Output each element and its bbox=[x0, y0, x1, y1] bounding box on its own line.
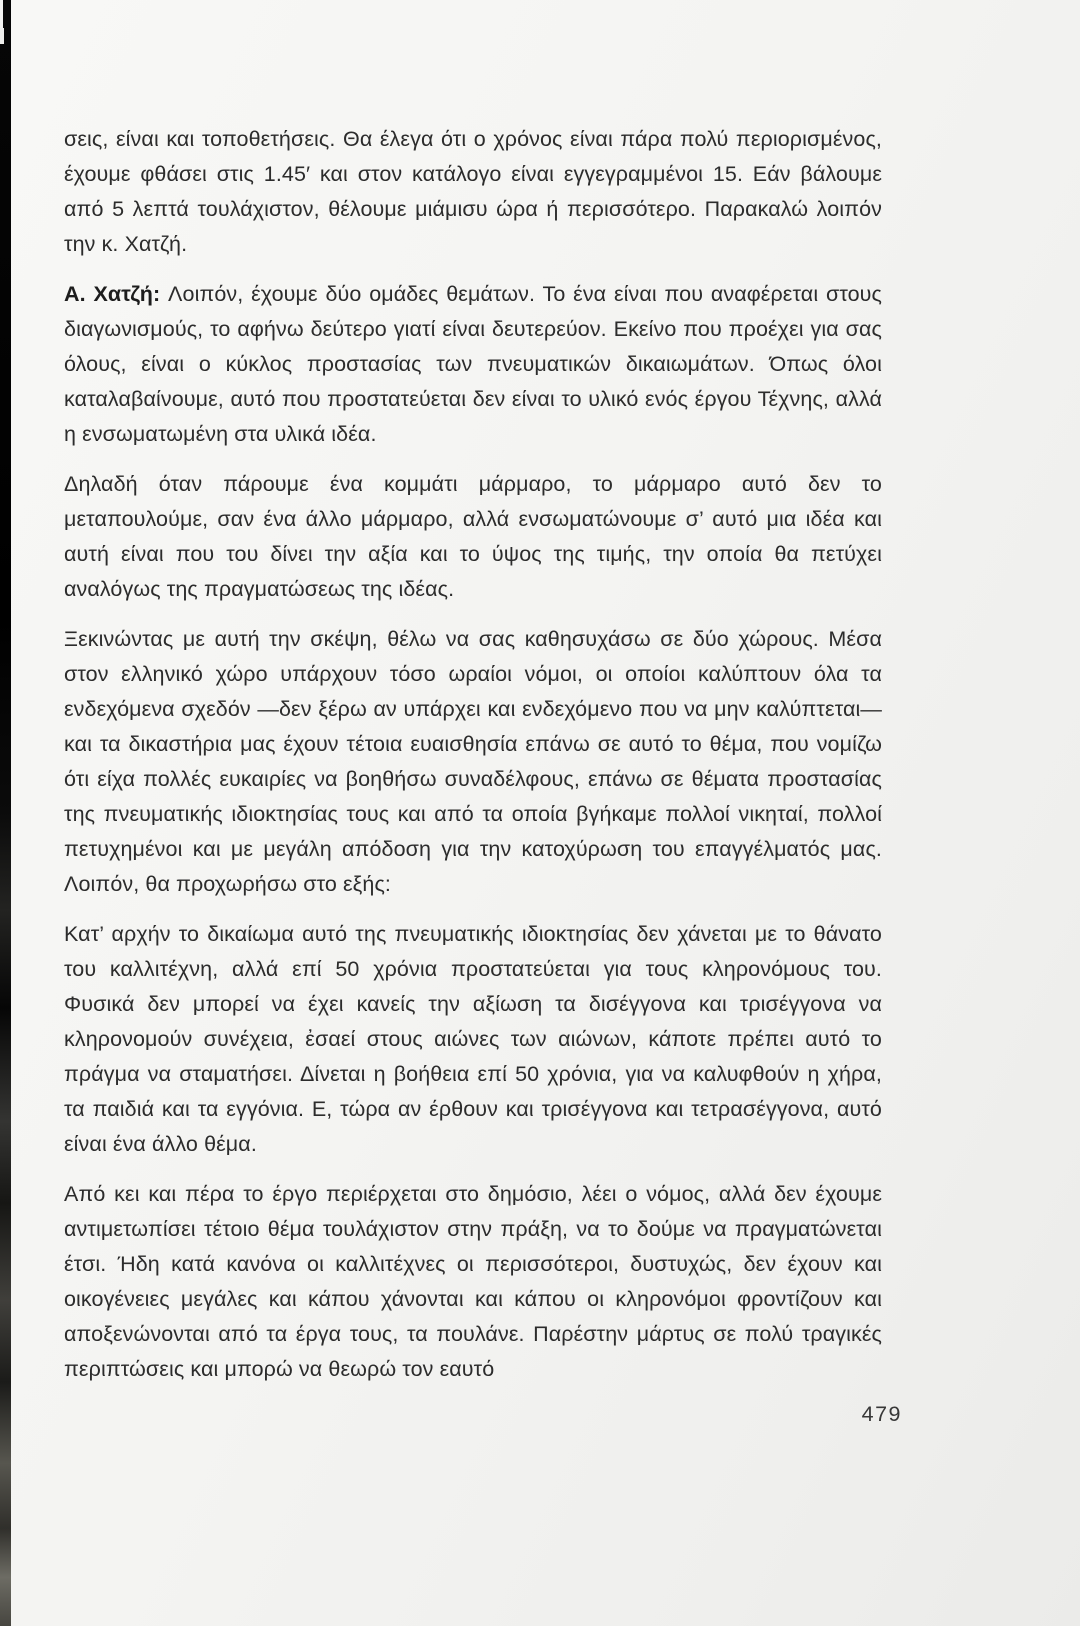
paragraph-continuation bbox=[64, 122, 882, 262]
paragraph-speaker-hatzi bbox=[64, 277, 882, 452]
paragraph-text: Ξεκινώντας με αυτή την σκέψη, θέλω να σας καθησυχάσω σε δύο χώρους. Μέσα στον ελληνικό χώρο υπάρχουν τόσο ωραίοι νόμοι, οι οποίοι καλύπτουν όλα τα ενδεχόμενα σχεδόν —δεν ξέρω αν υπάρχει και ενδεχόμενο που να μην καλύπτεται— και τα δικαστήρια μας έχουν τέτοια ευαισθησία επάνω σε αυτό το θέμα, που νομίζω ότι είχα πολλές ευκαιρίες να βοηθήσω συναδέλφους, επάνω σε θέματα προστασίας της πνευματικής ιδιοκτησίας τους και από τα οποία βγήκαμε πολλοί νικηταί, πολλοί πετυχημένοι και με μεγάλη απόδοση για την κατοχύρωση του επαγγέλματός μας. Λοιπόν, θα προχωρήσω στο εξής: bbox=[64, 627, 882, 896]
paragraph bbox=[64, 917, 882, 1162]
scan-edge-notch bbox=[0, 28, 4, 44]
body-text bbox=[64, 122, 882, 1402]
paragraph-text: Δηλαδή όταν πάρουμε ένα κομμάτι μάρμαρο, το μάρμαρο αυτό δεν το μεταπουλούμε, σαν ένα άλλο μάρμαρο, αλλά ενσωματώνουμε σ’ αυτό μια ιδέα και αυτή είναι που του δίνει την αξία και το ύψος της τιμής, την οποία θα πετύχει αναλόγως της πραγματώσεως της ιδέας. bbox=[64, 472, 882, 601]
page-number: 479 bbox=[861, 1402, 902, 1426]
paragraph-text: Λοιπόν, έχουμε δύο ομάδες θεμάτων. Το ένα είναι που αναφέρεται στους διαγωνισμούς, το αφήνω δεύτερο γιατί είναι δευτερεύον. Εκείνο που προέχει για σας όλους, είναι ο κύκλος προστασίας των πνευματικών δικαιωμάτων. Όπως όλοι καταλαβαίνουμε, αυτό που προστατεύεται δεν είναι το υλικό ενός έργου Τέχνης, αλλά η ενσωματωμένη στα υλικά ιδέα. bbox=[64, 282, 882, 446]
speaker-label: Α. Χατζή: bbox=[64, 282, 169, 306]
paragraph bbox=[64, 1177, 882, 1387]
paragraph-text: Από κει και πέρα το έργο περιέρχεται στο δημόσιο, λέει ο νόμος, αλλά δεν έχουμε αντιμετωπίσει τέτοιο θέμα τουλάχιστον στην πράξη, να το δούμε να πραγματώνεται έτσι. Ήδη κατά κανόνα οι καλλιτέχνες οι περισσότεροι, δυστυχώς, δεν έχουν και οικογένειες μεγάλες και κάπου χάνονται και κάπου οι κληρονόμοι φροντίζουν και αποξενώνονται από τα έργα τους, τα πουλάνε. Παρέστην μάρτυς σε πολύ τραγικές περιπτώσεις και μπορώ να θεωρώ τον εαυτό bbox=[64, 1182, 882, 1381]
scan-gutter-artifact bbox=[0, 0, 11, 1626]
paragraph-text: Κατ’ αρχήν το δικαίωμα αυτό της πνευματικής ιδιοκτησίας δεν χάνεται με το θάνατο του καλλιτέχνη, αλλά επί 50 χρόνια προστατεύεται για τους κληρονόμους του. Φυσικά δεν μπορεί να έχει κανείς την αξίωση τα δισέγγονα και τρισέγγονα να κληρονομούν συνέχεια, ἐσαεί στους αιώνες των αιώνων, κάποτε πρέπει αυτό το πράγμα να σταματήσει. Δίνεται η βοήθεια επί 50 χρόνια, για να καλυφθούν η χήρα, τα παιδιά και τα εγγόνια. Ε, τώρα αν έρθουν και τρισέγγονα και τετρασέγγονα, αυτό είναι ένα άλλο θέμα. bbox=[64, 922, 882, 1156]
paragraph bbox=[64, 467, 882, 607]
paragraph bbox=[64, 622, 882, 902]
paragraph-text: σεις, είναι και τοποθετήσεις. Θα έλεγα ότι ο χρόνος είναι πάρα πολύ περιορισμένος, έχουμε φθάσει στις 1.45′ και στον κατάλογο είναι εγγεγραμμένοι 15. Εάν βάλουμε από 5 λεπτά τουλάχιστον, θέλουμε μιάμισυ ώρα ή περισσότερο. Παρακαλώ λοιπόν την κ. Χατζή. bbox=[64, 127, 882, 256]
